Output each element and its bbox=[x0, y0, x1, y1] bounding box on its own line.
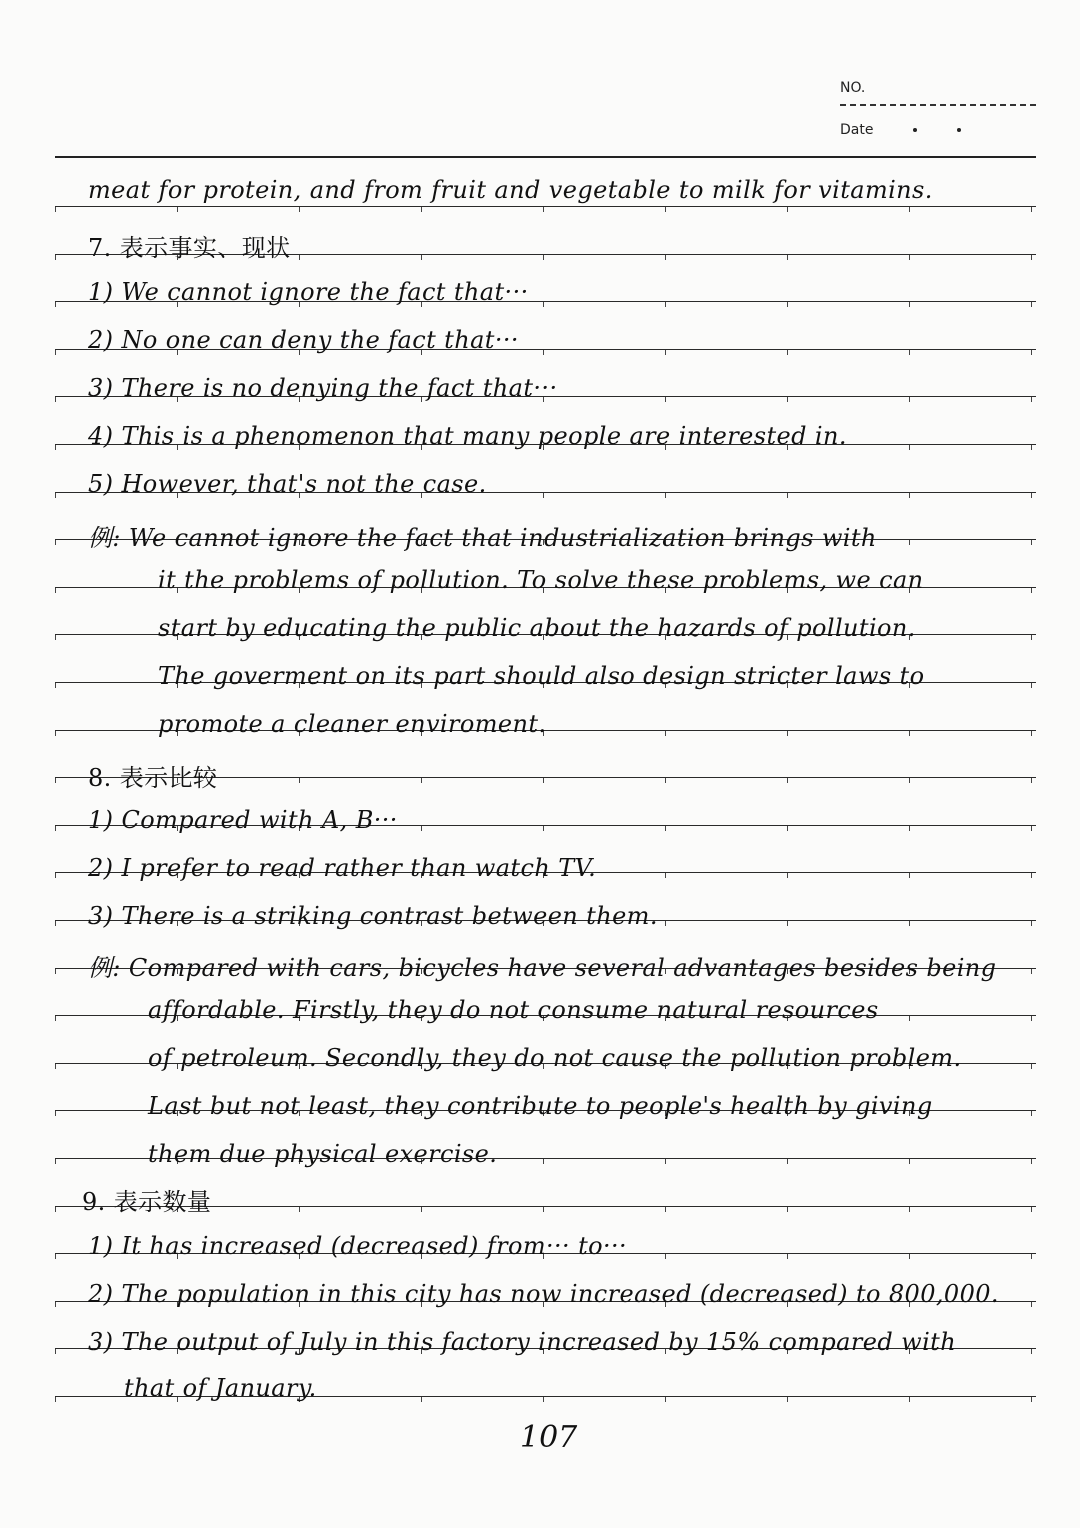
date-dot-icon bbox=[913, 128, 917, 132]
text-line: 2) The population in this city has now increased (decreased) to 800,000. bbox=[88, 1280, 999, 1308]
number-label: NO. bbox=[840, 80, 866, 96]
text-line: 例: We cannot ignore the fact that industrialization brings with bbox=[88, 524, 877, 552]
text-line: promote a cleaner enviroment. bbox=[158, 710, 547, 738]
text-line: 4) This is a phenomenon that many people are interested in. bbox=[88, 422, 847, 450]
text-line: that of January. bbox=[124, 1374, 317, 1402]
text-line: 3) The output of July in this factory increased by 15% compared with bbox=[88, 1328, 957, 1356]
text-line: 3) There is no denying the fact that··· bbox=[88, 374, 558, 402]
text-line: 1) It has increased (decreased) from··· to··· bbox=[88, 1232, 628, 1260]
text-line: 1) Compared with A, B··· bbox=[88, 806, 398, 834]
section-heading: 8. 表示比较 bbox=[88, 764, 218, 792]
section-heading: 7. 表示事实、现状 bbox=[88, 234, 291, 262]
text-line: Last but not least, they contribute to people's health by giving bbox=[148, 1092, 933, 1120]
text-line: 例: Compared with cars, bicycles have several advantages besides being bbox=[88, 954, 997, 982]
text-line: them due physical exercise. bbox=[148, 1140, 498, 1168]
ruled-line bbox=[55, 206, 1036, 207]
date-dot-icon bbox=[957, 128, 961, 132]
date-label: Date bbox=[840, 122, 874, 138]
text-line: 2) I prefer to read rather than watch TV. bbox=[88, 854, 597, 882]
number-dotted-field bbox=[840, 104, 1036, 106]
header-rule bbox=[55, 156, 1036, 158]
text-line: meat for protein, and from fruit and vegetable to milk for vitamins. bbox=[88, 176, 933, 204]
text-line: affordable. Firstly, they do not consume natural resources bbox=[148, 996, 879, 1024]
text-line: 2) No one can deny the fact that··· bbox=[88, 326, 519, 354]
page-number: 107 bbox=[520, 1420, 578, 1455]
text-line: 5) However, that's not the case. bbox=[88, 470, 487, 498]
text-line: it the problems of pollution. To solve these problems, we can bbox=[158, 566, 924, 594]
text-line: start by educating the public about the hazards of pollution. bbox=[158, 614, 916, 642]
text-line: 3) There is a striking contrast between them. bbox=[88, 902, 658, 930]
text-line: The goverment on its part should also design stricter laws to bbox=[158, 662, 925, 690]
text-line: 1) We cannot ignore the fact that··· bbox=[88, 278, 529, 306]
text-line: of petroleum. Secondly, they do not cause the pollution problem. bbox=[148, 1044, 962, 1072]
section-heading: 9. 表示数量 bbox=[82, 1188, 212, 1216]
date-field bbox=[840, 122, 961, 138]
